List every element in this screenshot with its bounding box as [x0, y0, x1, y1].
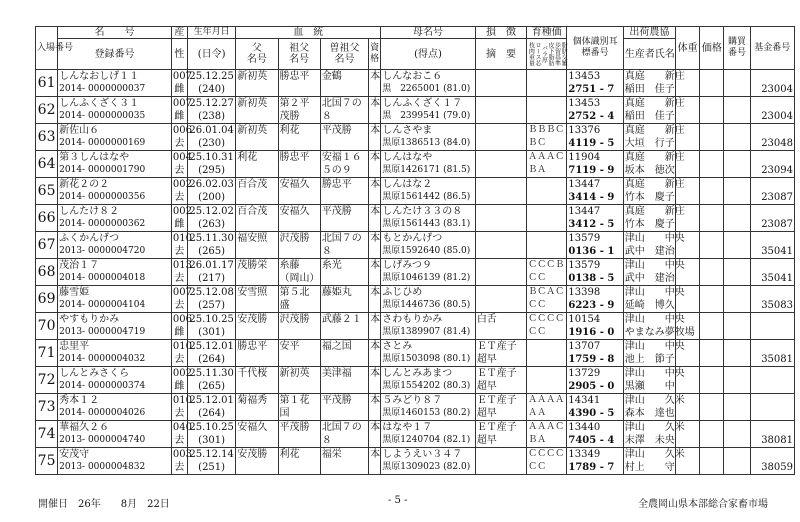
table-row — [36, 448, 795, 475]
origin-cell: 006 去 — [172, 125, 192, 149]
table-row — [36, 151, 795, 178]
entry-no: 64 — [36, 151, 58, 178]
fund-cell: 38081 — [750, 421, 794, 448]
breeding-value-cell: ＢＣＡＣＣＣ — [527, 286, 567, 313]
price-cell — [700, 394, 724, 421]
dam-cell: さとみ 黒原1503098 (80.1) — [381, 340, 476, 367]
name-cell: しんたけ８２ 2014- 0000000362 — [58, 205, 172, 232]
ear-tag-cell: 13440 7405 - 4 — [567, 421, 623, 448]
ear-tag-cell: 13349 1789 - 7 — [567, 448, 623, 475]
dam-cell: さわもりかみ 黒原1389907 (81.4) — [381, 313, 476, 340]
price-cell — [700, 421, 724, 448]
ggsire-cell: 美津福 — [320, 367, 368, 394]
breeding-value-cell — [527, 70, 567, 97]
ear-tag-cell: 13453 2751 - 7 — [567, 70, 623, 97]
auction-catalog-table — [35, 26, 795, 475]
price-cell — [700, 178, 724, 205]
producer-cell: 津山 中央 黒瀬 中 — [624, 368, 685, 392]
sire-cell: 利花 — [236, 151, 278, 178]
price-cell — [700, 367, 724, 394]
origin-cell: 002 去 — [172, 179, 192, 203]
sire-cell: 新初英 — [236, 70, 278, 97]
header-producer-org: 出荷農協 — [623, 27, 675, 39]
ggsire-cell: 武藤２１ — [320, 313, 368, 340]
entry-no: 63 — [36, 124, 58, 151]
ear-tag-cell: 14341 4390 - 5 — [567, 394, 623, 421]
breeding-value-cell — [527, 97, 567, 124]
ear-tag-cell: 13376 4119 - 5 — [567, 124, 623, 151]
ear-tag-cell: 13579 0138 - 5 — [567, 259, 623, 286]
birth-cell: 26.01.17 (217) — [189, 260, 234, 284]
dam-cell: しんとみあまつ 黒原1554202 (80.3) — [381, 367, 476, 394]
grandsire-cell: 第５北盛 — [278, 286, 320, 313]
birth-cell: 25.12.25 (240) — [189, 71, 234, 95]
grandsire-cell: 新初英 — [278, 367, 320, 394]
remark-cell — [475, 124, 526, 151]
header-birth: 生年月日 — [187, 27, 235, 39]
ear-tag-cell: 13398 6223 - 9 — [567, 286, 623, 313]
breeding-value-cell: ＡＡＡＡＡＡ — [527, 394, 567, 421]
ear-tag-cell: 13453 2752 - 4 — [567, 97, 623, 124]
ggsire-cell: 平茂勝 — [320, 205, 368, 232]
breeding-value-cell: ＢＢＢＣＢＣ — [527, 124, 567, 151]
header-age-days: (日令) — [187, 39, 235, 70]
origin-cell: 002 雌 — [172, 206, 192, 230]
name-cell: 忠里平 2014- 0000004032 — [58, 340, 172, 367]
buyer-cell — [724, 151, 750, 178]
price-cell — [700, 70, 724, 97]
grandsire-cell: 第２平茂勝 — [278, 97, 320, 124]
ggsire-cell: 糸光 — [320, 259, 368, 286]
entry-no: 75 — [36, 448, 58, 475]
price-cell — [700, 124, 724, 151]
origin-cell: 002 雌 — [172, 368, 192, 392]
remark-cell: ＥＴ産子 超早 — [476, 395, 527, 419]
grandsire-cell: 利花 — [278, 124, 320, 151]
price-cell — [700, 151, 724, 178]
producer-cell: 津山 久米 末澤 未央 — [624, 422, 685, 446]
grandsire-cell: 勝忠平 — [278, 151, 320, 178]
buyer-cell — [724, 313, 750, 340]
dam-cell: しんたけ３３の８ 黒原1561443 (83.1) — [381, 205, 476, 232]
buyer-cell — [724, 178, 750, 205]
ear-tag-cell: 13729 2905 - 0 — [567, 367, 623, 394]
qual-cell: 本 — [369, 394, 381, 421]
origin-cell: 010 去 — [172, 341, 192, 365]
entry-no: 61 — [36, 70, 58, 97]
qual-cell: 本 — [369, 340, 381, 367]
fund-cell: 23087 — [750, 205, 794, 232]
buyer-cell — [724, 340, 750, 367]
dam-cell: しんふくざく１７ 黒 2399541 (79.0) — [381, 97, 476, 124]
entry-no: 69 — [36, 286, 58, 313]
ear-tag-cell: 11904 7119 - 9 — [567, 151, 623, 178]
header-sex: 性 — [171, 39, 187, 70]
header-qual: 資格 — [369, 39, 381, 70]
breeding-value-cell: ＡＡＡＣＢＡ — [527, 151, 567, 178]
name-cell: 安茂守 2013- 0000004832 — [58, 448, 172, 475]
entry-no: 67 — [36, 232, 58, 259]
fund-cell: 35041 — [750, 232, 794, 259]
sire-cell: 百合茂 — [236, 178, 278, 205]
grandsire-cell: 平茂勝 — [278, 421, 320, 448]
fund-cell — [750, 394, 794, 421]
fund-cell: 35041 — [750, 259, 794, 286]
table-row — [36, 286, 795, 313]
sire-cell: 菊福秀 — [236, 394, 278, 421]
producer-cell: 真庭 新庄 大垣 行子 — [624, 125, 685, 149]
ggsire-cell: 勝忠平 — [320, 178, 368, 205]
fund-cell: 23087 — [750, 178, 794, 205]
ggsire-cell: 北国７の８ — [320, 97, 368, 124]
buyer-cell — [724, 70, 750, 97]
remark-cell — [475, 151, 526, 178]
table-row — [36, 232, 795, 259]
grandsire-cell: 安福久 — [278, 205, 320, 232]
producer-cell: 津山 中央 池上 節子 — [624, 341, 685, 365]
grandsire-cell: 沢茂勝 — [278, 313, 320, 340]
qual-cell: 本 — [369, 232, 381, 259]
qual-cell: 本 — [369, 367, 381, 394]
entry-no: 62 — [36, 97, 58, 124]
price-cell — [700, 448, 724, 475]
ggsire-cell: 福之国 — [320, 340, 368, 367]
price-cell — [700, 97, 724, 124]
entry-no: 71 — [36, 340, 58, 367]
remark-cell — [475, 205, 526, 232]
qual-cell: 本 — [369, 259, 381, 286]
origin-cell: 007 雌 — [172, 71, 192, 95]
sire-cell: 安茂勝 — [236, 448, 278, 475]
grandsire-cell: 勝忠平 — [278, 70, 320, 97]
birth-cell: 25.12.01 (264) — [189, 395, 234, 419]
header-dam: 母名号 — [381, 27, 476, 39]
dam-cell: しようえい３４７ 黒原1309023 (82.0) — [381, 448, 476, 475]
fund-cell — [750, 367, 794, 394]
qual-cell: 本 — [369, 448, 381, 475]
grandsire-cell: 糸藤（岡山） — [279, 260, 320, 284]
qual-cell: 本 — [369, 151, 381, 178]
origin-cell: 010 去 — [172, 395, 192, 419]
dam-cell: ５みどり８７ 黒原1460153 (80.2) — [381, 394, 476, 421]
table-row — [36, 70, 795, 97]
header-entry-no: 入場番号 — [36, 27, 58, 70]
qual-cell: 本 — [369, 124, 381, 151]
grandsire-cell: 安平 — [278, 340, 320, 367]
name-cell: しんとみさくら 2014- 0000000374 — [58, 367, 172, 394]
qual-cell: 本 — [369, 97, 381, 124]
price-cell — [700, 259, 724, 286]
price-cell — [700, 340, 724, 367]
entry-no: 68 — [36, 259, 58, 286]
producer-cell: 津山 中央 武中 建治 — [624, 233, 685, 257]
origin-cell: 004 去 — [172, 152, 192, 176]
buyer-cell — [724, 124, 750, 151]
sire-cell: 安福久 — [236, 421, 278, 448]
header-fund: 基金番号 — [750, 27, 794, 70]
table-row — [36, 421, 795, 448]
sire-cell: 茂勝栄 — [236, 259, 278, 286]
birth-cell: 25.12.01 (264) — [189, 341, 234, 365]
name-cell: しんなおしげ１１ 2014- 0000000037 — [58, 70, 172, 97]
table-row — [36, 97, 795, 124]
producer-cell: 津山 中央 武中 建治 — [624, 260, 685, 284]
header-producer: 生産者氏名 — [623, 39, 675, 70]
breeding-value-cell: ＡＡＡＣＢＡ — [527, 421, 567, 448]
header-remarks: 摘 要 — [475, 39, 526, 70]
qual-cell: 本 — [369, 70, 381, 97]
remark-cell — [475, 286, 526, 313]
producer-cell: 津山 中央 やまなみ夢牧場 — [624, 314, 695, 338]
buyer-cell — [724, 448, 750, 475]
remark-cell — [475, 70, 526, 97]
table-row — [36, 340, 795, 367]
fund-cell: 23048 — [750, 124, 794, 151]
dam-cell: しげみつ９ 黒原1046139 (81.2) — [381, 259, 476, 286]
ear-tag-cell: 13447 3412 - 5 — [567, 205, 623, 232]
buyer-cell — [724, 286, 750, 313]
breeding-value-cell — [527, 340, 567, 367]
qual-cell: 本 — [369, 421, 381, 448]
dam-cell: しんはな２ 黒原1561442 (86.5) — [381, 178, 476, 205]
header-sire: 父 名号 — [236, 39, 278, 70]
footer-page: - 5 - — [388, 495, 408, 506]
dam-cell: ふじひめ 黒原1446736 (80.5) — [381, 286, 476, 313]
header-loss: 損 徴 — [475, 27, 526, 39]
origin-cell: 007 雌 — [172, 98, 192, 122]
table-row — [36, 259, 795, 286]
ear-tag-cell: 10154 1916 - 0 — [567, 313, 623, 340]
qual-cell: 本 — [369, 286, 381, 313]
fund-cell: 23094 — [750, 151, 794, 178]
producer-cell: 津山 中央 延崎 博久 — [624, 287, 685, 311]
grandsire-cell: 沢茂勝 — [278, 232, 320, 259]
birth-cell: 25.12.02 (263) — [189, 206, 234, 230]
buyer-cell — [724, 394, 750, 421]
qual-cell: 本 — [369, 178, 381, 205]
birth-cell: 25.10.25 (301) — [189, 422, 234, 446]
producer-cell: 真庭 新庄 竹本 慶子 — [624, 179, 685, 203]
price-cell — [700, 313, 724, 340]
name-cell: 華福久２６ 2013- 0000004740 — [58, 421, 172, 448]
table-row — [36, 313, 795, 340]
name-cell: やすもりかみ 2013- 0000004719 — [58, 313, 172, 340]
producer-cell: 真庭 新庄 稲田 佳子 — [624, 98, 685, 122]
name-cell: 新花２の２ 2014- 0000000356 — [58, 178, 172, 205]
birth-cell: 26.01.04 (230) — [189, 125, 234, 149]
birth-cell: 25.12.14 (251) — [189, 449, 234, 473]
producer-cell: 真庭 新庄 稲田 佳子 — [624, 71, 685, 95]
remark-cell — [475, 448, 526, 475]
producer-cell: 津山 久米 村上 守 — [624, 449, 685, 473]
header-breeding-cols: 枝肉重量 ロース芯 バラ厚 皮下脂肪 歩留基準 脂肪交雑 — [527, 39, 567, 70]
origin-cell: 040 去 — [172, 422, 192, 446]
grandsire-cell: 第１花国 — [278, 394, 320, 421]
ggsire-cell: 藤姫丸 — [320, 286, 368, 313]
price-cell — [700, 232, 724, 259]
dam-cell: しんなおこ６ 黒 2265001 (81.0) — [381, 70, 476, 97]
remark-cell — [475, 97, 526, 124]
sire-cell: 百合茂 — [236, 205, 278, 232]
header-breeding: 育種価 — [527, 27, 567, 39]
price-cell — [700, 205, 724, 232]
birth-cell: 26.02.03 (200) — [189, 179, 234, 203]
ggsire-cell: 北国７の８ — [320, 421, 368, 448]
fund-cell: 35081 — [750, 340, 794, 367]
footer-org: 全農岡山県本部総合家畜市場 — [638, 499, 768, 510]
header-ear-no: 個体識別耳標番号 — [567, 27, 623, 70]
remark-cell: 白舌 — [475, 313, 526, 340]
table-row — [36, 124, 795, 151]
entry-no: 72 — [36, 367, 58, 394]
header-dam-sub: (得点) — [381, 39, 476, 70]
ear-tag-cell: 13447 3414 - 9 — [567, 178, 623, 205]
dam-cell: しんはなや 黒原1426171 (81.5) — [381, 151, 476, 178]
ggsire-cell: 安福１６５の９ — [320, 151, 368, 178]
entry-no: 74 — [36, 421, 58, 448]
table-row — [36, 178, 795, 205]
producer-cell: 真庭 新庄 坂本 徳次 — [624, 152, 685, 176]
birth-cell: 25.10.25 (301) — [189, 314, 234, 338]
dam-cell: しんさやま 黒原1386513 (84.0) — [381, 124, 476, 151]
remark-cell: ＥＴ産子 超早 — [476, 422, 527, 446]
name-cell: 新佐山６ 2014- 0000000169 — [58, 124, 172, 151]
producer-cell: 津山 久米 森本 達也 — [624, 395, 685, 419]
name-cell: 第３しんはなや 2014- 0000001790 — [58, 151, 172, 178]
price-cell — [700, 286, 724, 313]
header-bloodline: 血 統 — [236, 27, 381, 39]
buyer-cell — [724, 97, 750, 124]
breeding-value-cell: ＣＣＣＣＣＣ — [527, 448, 567, 475]
sire-cell: 福安照 — [236, 232, 278, 259]
header-weight: 体重 — [676, 27, 700, 70]
sire-cell: 千代桜 — [236, 367, 278, 394]
name-cell: ふくかんげつ 2013- 0000004720 — [58, 232, 172, 259]
remark-cell — [475, 178, 526, 205]
ear-tag-cell: 13579 0136 - 1 — [567, 232, 623, 259]
fund-cell — [750, 313, 794, 340]
footer-date: 開催日 26年 8月 22日 — [38, 499, 170, 510]
qual-cell: 本 — [369, 205, 381, 232]
breeding-value-cell — [527, 367, 567, 394]
breeding-value-cell — [527, 205, 567, 232]
buyer-cell — [724, 232, 750, 259]
sire-cell: 新初英 — [236, 124, 278, 151]
remark-cell — [475, 259, 526, 286]
origin-cell: 007 去 — [172, 287, 192, 311]
sire-cell: 安雪照 — [236, 286, 278, 313]
header-reg-no: 登録番号 — [58, 39, 172, 70]
buyer-cell — [724, 421, 750, 448]
name-cell: 茂治１７ 2014- 0000004018 — [58, 259, 172, 286]
name-cell: 藤雪姫 2014- 0000004104 — [58, 286, 172, 313]
header-origin: 産 — [171, 27, 187, 39]
sire-cell: 勝忠平 — [236, 340, 278, 367]
breeding-value-cell: ＣＣＣＣＣＣ — [527, 313, 567, 340]
grandsire-cell: 安福久 — [278, 178, 320, 205]
ggsire-cell: 金鶴 — [320, 70, 368, 97]
entry-no: 65 — [36, 178, 58, 205]
entry-no: 66 — [36, 205, 58, 232]
dam-cell: はなや１７ 黒原1240704 (82.1) — [381, 421, 476, 448]
entry-no: 73 — [36, 394, 58, 421]
breeding-value-cell — [527, 232, 567, 259]
birth-cell: 25.10.31 (295) — [189, 152, 234, 176]
origin-cell: 010 去 — [172, 233, 192, 257]
header-ggsire: 曽祖父 名号 — [320, 39, 368, 70]
qual-cell: 本 — [369, 313, 381, 340]
remark-cell — [475, 232, 526, 259]
origin-cell: 013 去 — [172, 260, 192, 284]
ggsire-cell: 平茂勝 — [320, 394, 368, 421]
fund-cell: 23004 — [750, 97, 794, 124]
grandsire-cell: 利花 — [278, 448, 320, 475]
remark-cell: ＥＴ産子 超早 — [476, 341, 527, 365]
sire-cell: 新初英 — [236, 97, 278, 124]
fund-cell: 35083 — [750, 286, 794, 313]
origin-cell: 006 雌 — [172, 314, 192, 338]
breeding-value-cell: ＣＣＣＢＣＣ — [527, 259, 567, 286]
birth-cell: 25.12.27 (238) — [189, 98, 234, 122]
table-row — [36, 394, 795, 421]
breeding-value-cell — [527, 178, 567, 205]
ggsire-cell: 北国７の８ — [320, 232, 368, 259]
header-price: 価格 — [700, 27, 724, 70]
buyer-cell — [724, 367, 750, 394]
dam-cell: もとかんげつ 黒原1592640 (85.0) — [381, 232, 476, 259]
ear-tag-cell: 13707 1759 - 8 — [567, 340, 623, 367]
birth-cell: 25.11.30 (265) — [189, 233, 234, 257]
fund-cell: 38059 — [750, 448, 794, 475]
header-grandsire: 祖父 名号 — [278, 39, 320, 70]
birth-cell: 25.12.08 (257) — [189, 287, 234, 311]
sire-cell: 安茂勝 — [236, 313, 278, 340]
remark-cell: ＥＴ産子 超早 — [476, 368, 527, 392]
name-cell: 秀本１２ 2014- 0000004026 — [58, 394, 172, 421]
ggsire-cell: 福栄 — [320, 448, 368, 475]
header-name: 名 号 — [58, 27, 172, 39]
entry-no: 70 — [36, 313, 58, 340]
name-cell: しんふくざく３１ 2014- 0000000035 — [58, 97, 172, 124]
table-row — [36, 205, 795, 232]
buyer-cell — [724, 205, 750, 232]
birth-cell: 25.11.30 (265) — [189, 368, 234, 392]
fund-cell: 23004 — [750, 70, 794, 97]
origin-cell: 003 去 — [172, 449, 192, 473]
header-buyer: 購買番号 — [724, 27, 750, 70]
table-row — [36, 367, 795, 394]
producer-cell: 真庭 新庄 竹本 慶子 — [624, 206, 685, 230]
buyer-cell — [724, 259, 750, 286]
ggsire-cell: 平茂勝 — [320, 124, 368, 151]
